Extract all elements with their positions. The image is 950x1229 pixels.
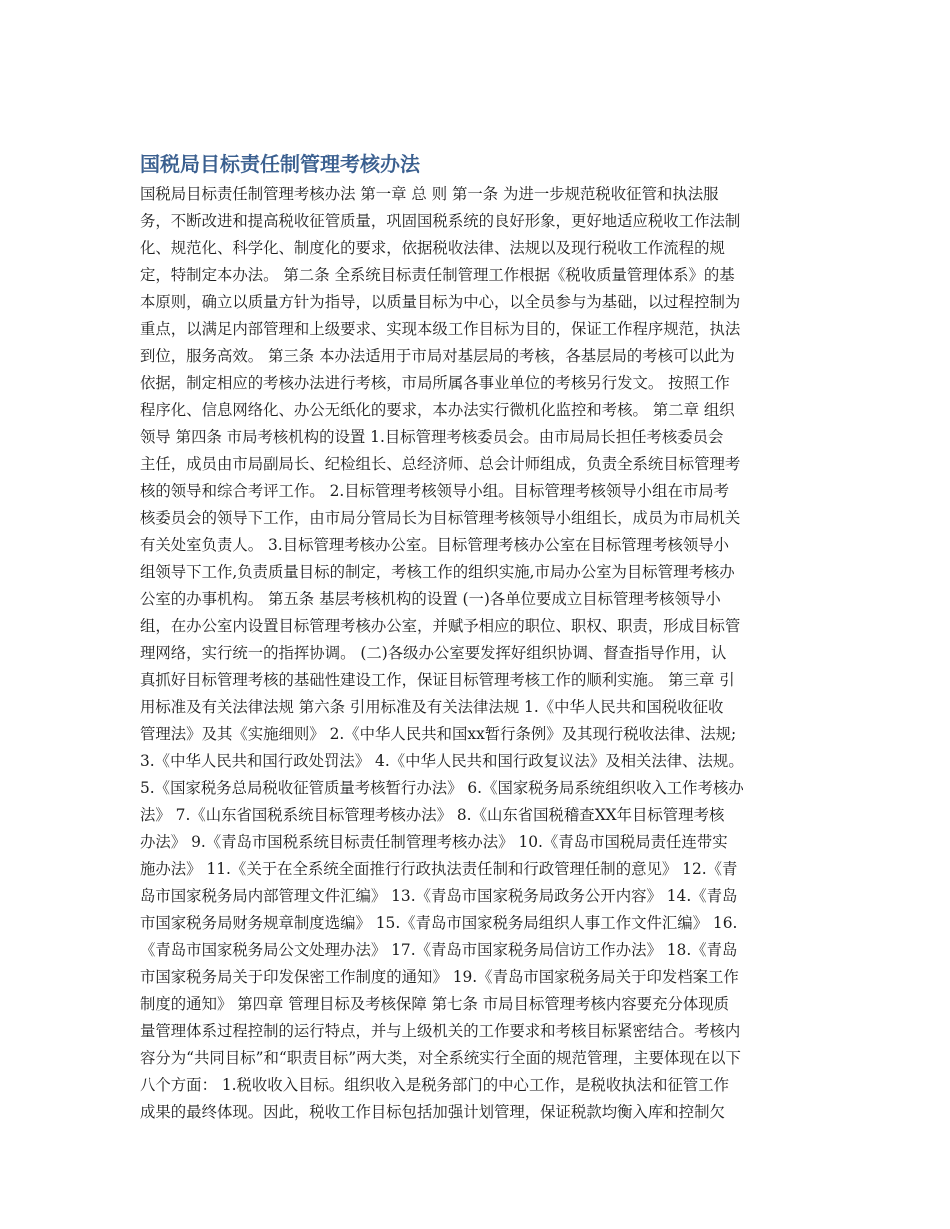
document-body	[140, 181, 810, 1126]
body-line: 容分为“共同目标”和“职责目标”两大类，对全系统实行全面的规范管理，主要体现在以下	[140, 1049, 741, 1067]
body-line: 理网络，实行统一的指挥协调。 (二)各级办公室要发挥好组织协调、督查指导作用，认	[140, 644, 727, 662]
body-line: 有关处室负责人。 3.目标管理考核办公室。目标管理考核办公室在目标管理考核领导小	[140, 536, 730, 554]
body-line: 务，不断改进和提高税收征管质量，巩固国税系统的良好形象，更好地适应税收工作法制	[140, 212, 741, 230]
body-line: 真抓好目标管理考核的基础性建设工作，保证目标管理考核工作的顺利实施。 第三章 引	[140, 671, 735, 689]
body-line: 国税局目标责任制管理考核办法 第一章 总 则 第一条 为进一步规范税收征管和执法服	[140, 185, 719, 203]
body-line: 岛市国家税务局内部管理文件汇编》 13.《青岛市国家税务局政务公开内容》 14.《青岛	[140, 887, 738, 905]
body-line: 领导 第四条 市局考核机构的设置 1.目标管理考核委员会。由市局局长担任考核委员会	[140, 428, 724, 446]
body-line: 成果的最终体现。因此，税收工作目标包括加强计划管理，保证税款均衡入库和控制欠	[140, 1103, 725, 1121]
body-line: 组，在办公室内设置目标管理考核办公室，并赋予相应的职位、职权、职责，形成目标管	[140, 617, 741, 635]
body-line: 八个方面： 1.税收收入目标。组织收入是税务部门的中心工作，是税收执法和征管工作	[140, 1076, 730, 1094]
body-line: 办法》 9.《青岛市国税系统目标责任制管理考核办法》 10.《青岛市国税局责任连带实	[140, 833, 728, 851]
body-line: 主任，成员由市局副局长、纪检组长、总经济师、总会计师组成，负责全系统目标管理考	[140, 455, 741, 473]
body-line: 3.《中华人民共和国行政处罚法》 4.《中华人民共和国行政复议法》及相关法律、法规。	[140, 752, 744, 770]
body-line: 到位，服务高效。 第三条 本办法适用于市局对基层局的考核，各基层局的考核可以此为	[140, 347, 735, 365]
document-title: 国税局目标责任制管理考核办法	[140, 152, 420, 176]
body-line: 核的领导和综合考评工作。 2.目标管理考核领导小组。目标管理考核领导小组在市局考	[140, 482, 730, 500]
body-line: 定，特制定本办法。 第二条 全系统目标责任制管理工作根据《税收质量管理体系》的基	[140, 266, 735, 284]
body-line: 用标准及有关法律法规 第六条 引用标准及有关法律法规 1.《中华人民共和国税收征收	[140, 698, 724, 716]
body-line: 《青岛市国家税务局公文处理办法》 17.《青岛市国家税务局信访工作办法》 18.《青岛	[140, 941, 738, 959]
body-line: 化、规范化、科学化、制度化的要求，依据税收法律、法规以及现行税收工作流程的规	[140, 239, 725, 257]
body-line: 量管理体系过程控制的运行特点，并与上级机关的工作要求和考核目标紧密结合。考核内	[140, 1022, 741, 1040]
body-line: 程序化、信息网络化、办公无纸化的要求，本办法实行微机化监控和考核。 第二章 组织	[140, 401, 735, 419]
body-line: 依据，制定相应的考核办法进行考核，市局所属各事业单位的考核另行发文。 按照工作	[140, 374, 730, 392]
body-line: 公室的办事机构。 第五条 基层考核机构的设置 (一)各单位要成立目标管理考核领导小	[140, 590, 721, 608]
body-line: 组领导下工作,负责质量目标的制定，考核工作的组织实施,市局办公室为目标管理考核办	[140, 563, 735, 581]
body-line: 核委员会的领导下工作，由市局分管局长为目标管理考核领导小组组长，成员为市局机关	[140, 509, 741, 527]
body-line: 管理法》及其《实施细则》 2.《中华人民共和国xx暂行条例》及其现行税收法律、法规;	[140, 725, 737, 743]
body-line: 市国家税务局财务规章制度选编》 15.《青岛市国家税务局组织人事工作文件汇编》 16.	[140, 914, 738, 932]
body-line: 市国家税务局关于印发保密工作制度的通知》 19.《青岛市国家税务局关于印发档案工作	[140, 968, 739, 986]
body-line: 5.《国家税务总局税收征管质量考核暂行办法》 6.《国家税务局系统组织收入工作考核办	[140, 779, 744, 797]
body-line: 本原则，确立以质量方针为指导，以质量目标为中心，以全员参与为基础，以过程控制为	[140, 293, 741, 311]
body-line: 制度的通知》 第四章 管理目标及考核保障 第七条 市局目标管理考核内容要充分体现质	[140, 995, 730, 1013]
body-line: 施办法》 11.《关于在全系统全面推行行政执法责任制和行政管理任制的意见》 12.《青	[140, 860, 738, 878]
body-line: 法》 7.《山东省国税系统目标管理考核办法》 8.《山东省国税稽查XX年目标管理考核	[140, 806, 725, 824]
body-line: 重点，以满足内部管理和上级要求、实现本级工作目标为目的，保证工作程序规范，执法	[140, 320, 741, 338]
